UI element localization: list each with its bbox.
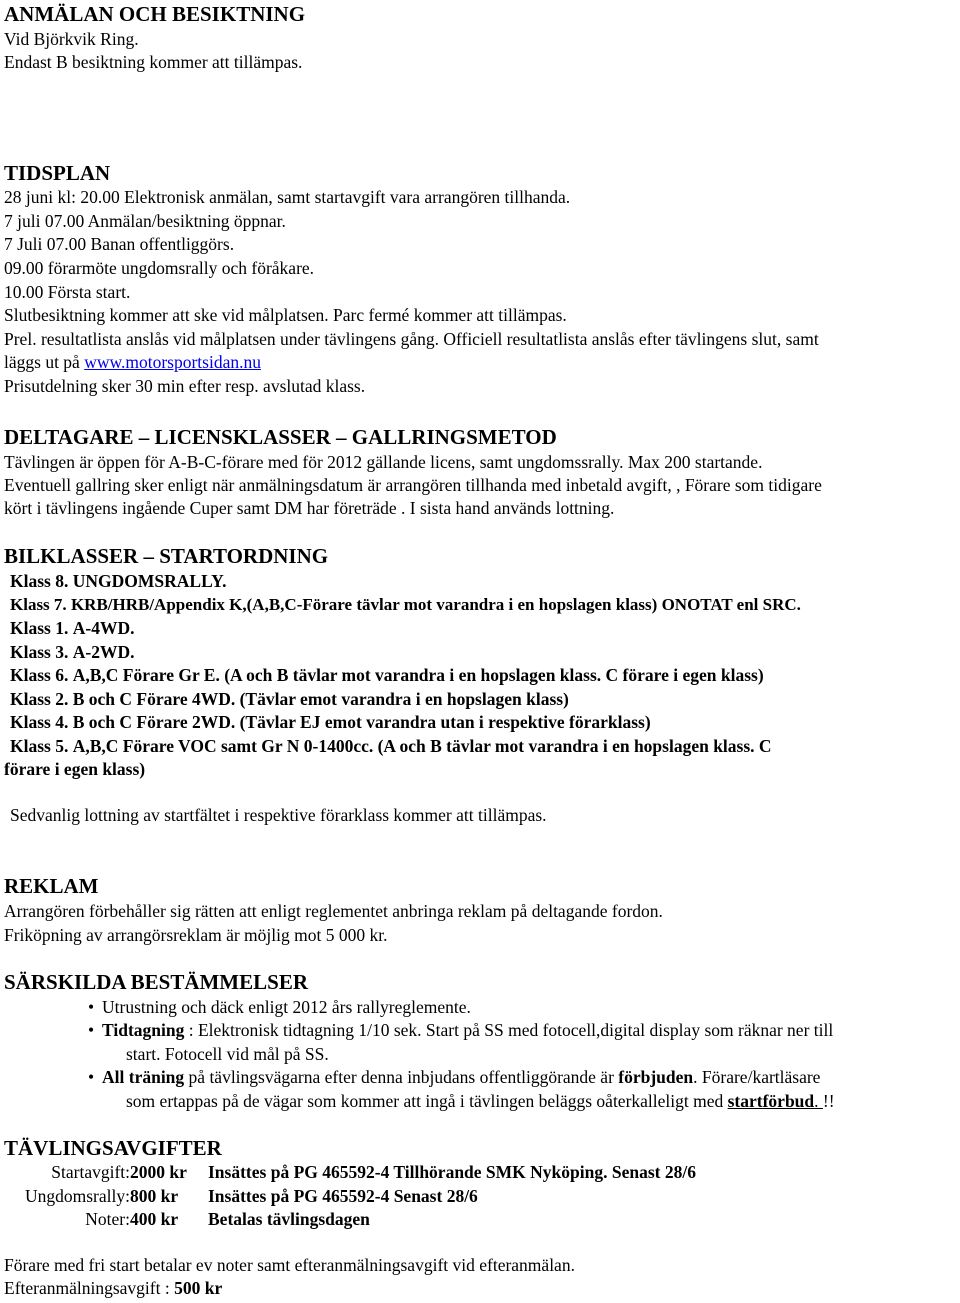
fee-amount: 800 kr bbox=[130, 1186, 179, 1206]
fee-label: Noter: bbox=[85, 1209, 130, 1229]
schedule-item: 7 Juli 07.00 Banan offentliggörs. bbox=[4, 234, 235, 254]
rule-training bbox=[102, 1066, 820, 1088]
deltagare-line: kört i tävlingens ingående Cuper samt DM har företräde . I sista hand används lottning. bbox=[4, 498, 615, 518]
fee-details: Insättes på PG 465592-4 Tillhörande SMK Nyköping. Senast 28/6 bbox=[208, 1162, 696, 1182]
rule-equipment: Utrustning och däck enligt 2012 års rallyreglemente. bbox=[102, 997, 471, 1017]
rule-timing-cont: start. Fotocell vid mål på SS. bbox=[126, 1044, 329, 1064]
rule-training-cont bbox=[126, 1090, 835, 1112]
class-label: Klass 6. bbox=[10, 665, 69, 685]
start-ban-text: startförbud bbox=[727, 1091, 815, 1111]
deltagare-line: Tävlingen är öppen för A-B-C-förare med för 2012 gällande licens, samt ungdomssrally. Max 200 startande. bbox=[4, 452, 763, 472]
deltagare-heading: DELTAGARE – LICENSKLASSER – GALLRINGSMETOD bbox=[4, 425, 557, 449]
rule-training-text: på tävlingsvägarna efter denna inbjudans offentliggörande är bbox=[184, 1067, 619, 1087]
class-continuation: förare i egen klass) bbox=[4, 759, 146, 779]
class-row bbox=[10, 735, 772, 757]
fee-amount: 2000 kr bbox=[130, 1162, 187, 1182]
late-entry-fee bbox=[4, 1277, 222, 1299]
rule-training-forbidden: förbjuden bbox=[618, 1067, 694, 1087]
results-publish-line bbox=[4, 351, 261, 373]
start-ban-exclaim: !! bbox=[822, 1091, 835, 1111]
motorsportsidan-link[interactable]: www.motorsportsidan.nu bbox=[84, 352, 261, 372]
fee-details: Insättes på PG 465592-4 Senast 28/6 bbox=[208, 1186, 478, 1206]
class-row bbox=[10, 664, 764, 686]
schedule-item: Slutbesiktning kommer att ske vid målplatsen. Parc fermé kommer att tillämpas. bbox=[4, 305, 567, 325]
rule-training-label: All träning bbox=[102, 1067, 185, 1087]
fee-details: Betalas tävlingsdagen bbox=[208, 1209, 370, 1229]
class-row bbox=[10, 688, 569, 710]
tidsplan-heading: TIDSPLAN bbox=[4, 161, 111, 185]
fee-amount: 400 kr bbox=[130, 1209, 179, 1229]
prize-giving-line: Prisutdelning sker 30 min efter resp. avslutad klass. bbox=[4, 376, 366, 396]
schedule-item: Prel. resultatlista anslås vid målplatsen under tävlingens gång. Officiell resultatlista anslås efter tävlingens slut, samt bbox=[4, 329, 819, 349]
reklam-line: Arrangören förbehåller sig rätten att enligt reglementet anbringa reklam på deltagande fordon. bbox=[4, 901, 663, 921]
start-ban-punct: . bbox=[814, 1091, 823, 1111]
class-row bbox=[10, 711, 651, 733]
class-text: B och C Förare 2WD. (Tävlar EJ emot varandra utan i respektive förarklass) bbox=[72, 712, 651, 732]
bullet-icon: • bbox=[88, 997, 95, 1017]
rule-timing-text: : Elektronisk tidtagning 1/10 sek. Start på SS med fotocell,digital display som räknar ner till bbox=[184, 1020, 834, 1040]
avgifter-heading: TÄVLINGSAVGIFTER bbox=[4, 1136, 222, 1160]
class-label: Klass 1. bbox=[10, 618, 69, 638]
class-text: A,B,C Förare VOC samt Gr N 0-1400cc. (A och B tävlar mot varandra i en hopslagen klass. C bbox=[72, 736, 772, 756]
bullet-icon: • bbox=[88, 1067, 95, 1087]
venue-line: Vid Björkvik Ring. bbox=[4, 29, 139, 49]
rule-timing-label: Tidtagning bbox=[102, 1020, 185, 1040]
reklam-heading: REKLAM bbox=[4, 874, 99, 898]
rule-training-rest: . Förare/kartläsare bbox=[693, 1067, 821, 1087]
reklam-line: Friköpning av arrangörsreklam är möjlig mot 5 000 kr. bbox=[4, 925, 388, 945]
schedule-item: 10.00 Första start. bbox=[4, 282, 131, 302]
schedule-item: 7 juli 07.00 Anmälan/besiktning öppnar. bbox=[4, 211, 286, 231]
rule-training-cont-text: som ertappas på de vägar som kommer att ingå i tävlingen beläggs oåterkalleligt med bbox=[126, 1091, 728, 1111]
sarskilda-heading: SÄRSKILDA BESTÄMMELSER bbox=[4, 970, 308, 994]
class-text: A-2WD. bbox=[72, 642, 135, 662]
late-entry-note: Förare med fri start betalar ev noter samt efteranmälningsavgift vid efteranmälan. bbox=[4, 1255, 575, 1275]
class-text: KRB/HRB/Appendix K,(A,B,C-Förare tävlar mot varandra i en hopslagen klass) ONOTAT enl SRC. bbox=[70, 595, 801, 614]
class-row bbox=[10, 570, 227, 592]
class-text: UNGDOMSRALLY. bbox=[72, 571, 227, 591]
class-label: Klass 8. bbox=[10, 571, 69, 591]
deltagare-line: Eventuell gallring sker enligt när anmälningsdatum är arrangören tillhanda med inbetald avgift, , Förare som tidigare bbox=[4, 475, 822, 495]
class-row bbox=[10, 641, 134, 663]
class-text: B och C Förare 4WD. (Tävlar emot varandra i en hopslagen klass) bbox=[72, 689, 569, 709]
bullet-icon: • bbox=[88, 1020, 95, 1040]
results-publish-text: läggs ut på bbox=[4, 352, 85, 372]
lottery-note: Sedvanlig lottning av startfältet i respektive förarklass kommer att tillämpas. bbox=[10, 805, 547, 825]
class-text: A-4WD. bbox=[72, 618, 135, 638]
schedule-item: 09.00 förarmöte ungdomsrally och föråkare. bbox=[4, 258, 315, 278]
class-label: Klass 3. bbox=[10, 642, 69, 662]
fee-label: Startavgift: bbox=[51, 1162, 130, 1182]
schedule-item: 28 juni kl: 20.00 Elektronisk anmälan, samt startavgift vara arrangören tillhanda. bbox=[4, 187, 571, 207]
inspection-note: Endast B besiktning kommer att tillämpas. bbox=[4, 52, 303, 72]
class-label: Klass 4. bbox=[10, 712, 69, 732]
class-label: Klass 2. bbox=[10, 689, 69, 709]
class-label: Klass 5. bbox=[10, 736, 69, 756]
document-title: ANMÄLAN OCH BESIKTNING bbox=[4, 2, 306, 26]
class-label: Klass 7. bbox=[10, 595, 67, 614]
bilklasser-heading: BILKLASSER – STARTORDNING bbox=[4, 544, 329, 568]
class-row bbox=[10, 617, 134, 639]
late-entry-fee-label: Efteranmälningsavgift : bbox=[4, 1278, 175, 1298]
fee-label: Ungdomsrally: bbox=[25, 1186, 130, 1206]
rule-timing bbox=[102, 1019, 833, 1041]
class-row bbox=[10, 594, 801, 616]
late-entry-fee-amount: 500 kr bbox=[174, 1278, 223, 1298]
class-text: A,B,C Förare Gr E. (A och B tävlar mot varandra i en hopslagen klass. C förare i egen klass) bbox=[72, 665, 764, 685]
